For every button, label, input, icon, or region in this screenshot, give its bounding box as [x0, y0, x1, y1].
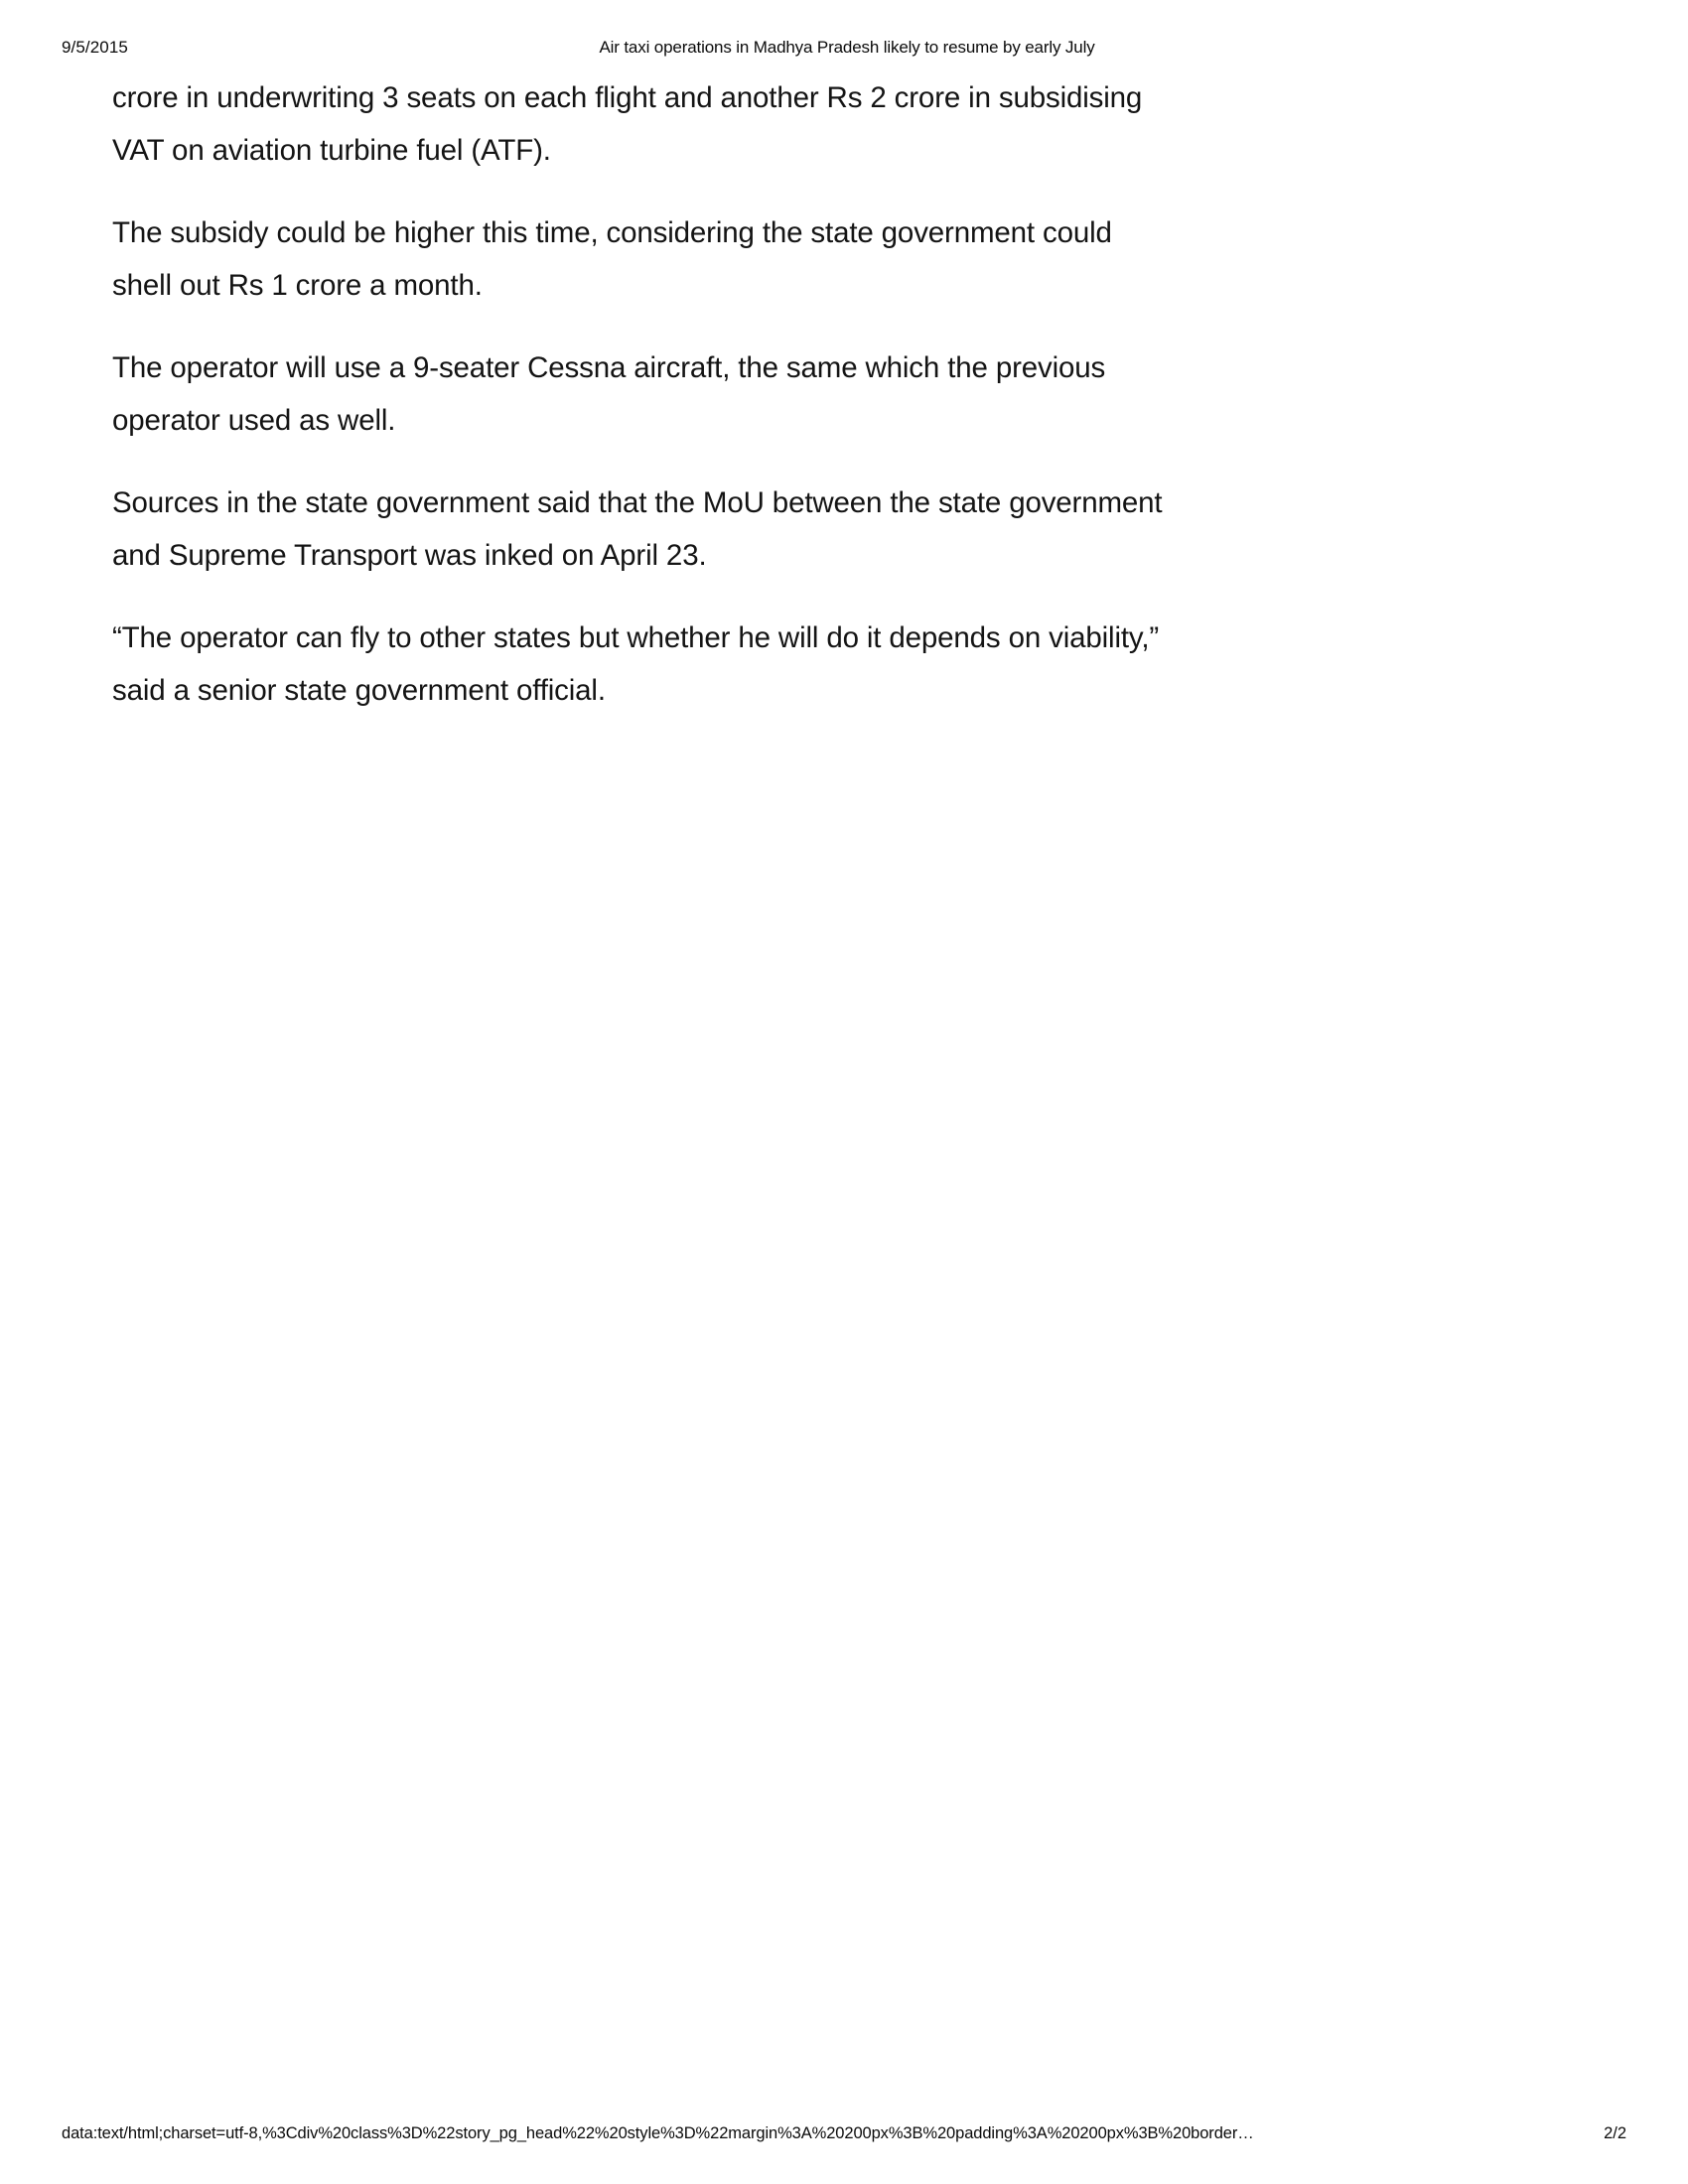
article-paragraph: “The operator can fly to other states but whether he will do it depends on viability,” said a senior state government official.	[112, 621, 1160, 707]
article-paragraph: The operator will use a 9-seater Cessna aircraft, the same which the previous operator used as well.	[112, 351, 1106, 437]
header-date: 9/5/2015	[62, 38, 128, 57]
article-paragraph: Sources in the state government said that the MoU between the state government and Supreme Transport was inked on April 23.	[112, 486, 1163, 572]
page-header	[0, 38, 1688, 62]
footer-source-url: data:text/html;charset=utf-8,%3Cdiv%20class%3D%22story_pg_head%22%20style%3D%22margin%3A%20200px%3B%20padding%3A%20200px%3B%20border…	[62, 2124, 1254, 2142]
page-footer	[0, 2124, 1688, 2148]
article-paragraph: The subsidy could be higher this time, considering the state government could shell out Rs 1 crore a month.	[112, 216, 1112, 302]
article-body	[112, 71, 1185, 717]
footer-page-number: 2/2	[1604, 2124, 1626, 2142]
header-document-title: Air taxi operations in Madhya Pradesh likely to resume by early July	[599, 38, 1095, 57]
article-paragraph: crore in underwriting 3 seats on each flight and another Rs 2 crore in subsidising VAT on aviation turbine fuel (ATF).	[112, 81, 1143, 167]
